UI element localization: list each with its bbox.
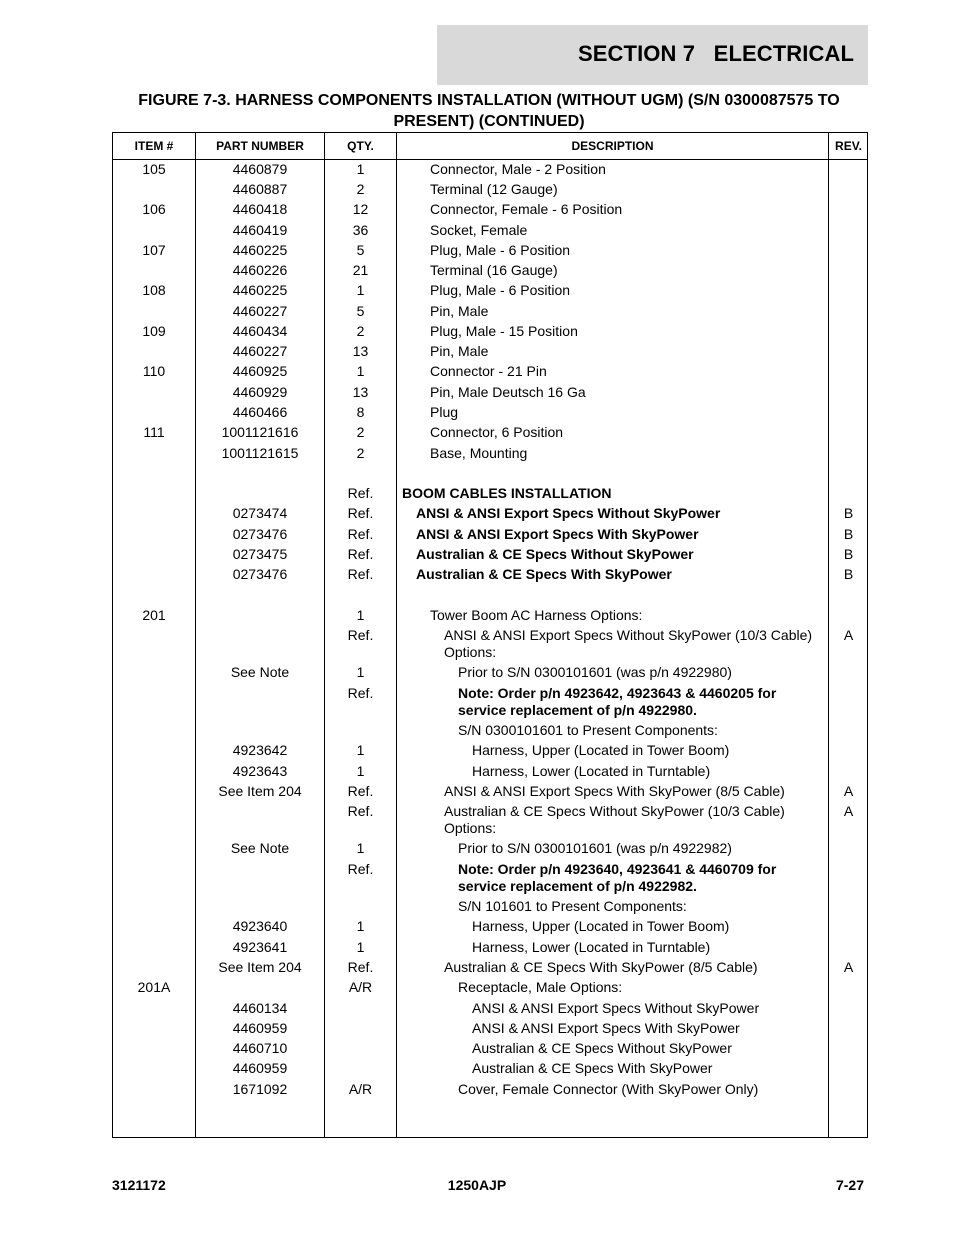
cell-part-number: See Item 204 — [218, 959, 302, 975]
figure-title: FIGURE 7-3. HARNESS COMPONENTS INSTALLATION (WITHOUT UGM) (S/N 0300087575 TO PRESENT) (CONTINUED) — [138, 92, 840, 130]
cell-description: Cover, Female Connector (With SkyPower Only) — [458, 1081, 759, 1097]
cell-qty: 1 — [356, 918, 365, 934]
cell-qty: 1 — [356, 939, 365, 955]
cell-qty: Ref. — [347, 685, 374, 701]
cell-item: 109 — [142, 323, 166, 339]
cell-description: Connector, Female - 6 Position — [430, 201, 623, 217]
cell-description: Harness, Upper (Located in Tower Boom) — [472, 742, 730, 758]
cell-qty: 1 — [356, 363, 365, 379]
cell-description: Plug, Male - 6 Position — [430, 242, 571, 258]
cell-rev: B — [843, 566, 854, 582]
cell-part-number: 4460959 — [232, 1060, 288, 1076]
cell-part-number: 1001121615 — [221, 445, 299, 461]
cell-rev: B — [843, 526, 854, 542]
cell-description: ANSI & ANSI Export Specs Without SkyPower — [416, 505, 721, 521]
cell-qty: 1 — [356, 840, 365, 856]
cell-part-number: 1671092 — [232, 1081, 288, 1097]
cell-qty: 5 — [356, 303, 365, 319]
cell-description: S/N 101601 to Present Components: — [458, 898, 687, 914]
cell-part-number: See Note — [230, 840, 290, 856]
cell-description: Australian & CE Specs Without SkyPower (10/3 Cable) Options: — [444, 803, 785, 836]
cell-part-number: 0273475 — [232, 546, 288, 562]
header-rev: REV. — [835, 139, 862, 153]
cell-description: Connector, 6 Position — [430, 424, 564, 440]
cell-qty: 1 — [356, 161, 365, 177]
cell-part-number: 4460959 — [232, 1020, 288, 1036]
cell-part-number: 4460887 — [232, 181, 288, 197]
cell-description: Plug, Male - 6 Position — [430, 282, 571, 298]
cell-description: Harness, Upper (Located in Tower Boom) — [472, 918, 730, 934]
cell-description: Terminal (12 Gauge) — [430, 181, 558, 197]
cell-qty: 21 — [352, 262, 369, 278]
cell-part-number: 4460226 — [232, 262, 288, 278]
cell-qty: Ref. — [347, 505, 374, 521]
cell-description: Base, Mounting — [430, 445, 528, 461]
cell-qty: 8 — [356, 404, 365, 420]
cell-description: Harness, Lower (Located in Turntable) — [472, 763, 711, 779]
footer-page-number: 7-27 — [835, 1177, 864, 1193]
cell-description: Receptacle, Male Options: — [458, 979, 623, 995]
cell-description: BOOM CABLES INSTALLATION — [402, 485, 612, 501]
cell-item: 201A — [137, 979, 171, 995]
cell-description: Harness, Lower (Located in Turntable) — [472, 939, 711, 955]
cell-part-number: 4923641 — [232, 939, 288, 955]
cell-description: Prior to S/N 0300101601 (was p/n 4922982) — [458, 840, 732, 856]
cell-qty: 13 — [352, 384, 369, 400]
cell-qty: Ref. — [347, 861, 374, 877]
cell-item: 201 — [142, 607, 166, 623]
cell-item: 111 — [143, 424, 165, 440]
cell-qty: 2 — [356, 323, 365, 339]
cell-description: Australian & CE Specs With SkyPower — [472, 1060, 713, 1076]
cell-description: S/N 0300101601 to Present Components: — [458, 722, 718, 738]
cell-part-number: 4460434 — [232, 323, 288, 339]
cell-part-number: 1001121616 — [221, 424, 299, 440]
cell-qty: 1 — [356, 607, 365, 623]
cell-description: ANSI & ANSI Export Specs With SkyPower (8/5 Cable) — [444, 783, 785, 799]
cell-description: Connector, Male - 2 Position — [430, 161, 606, 177]
cell-rev: A — [843, 783, 854, 799]
cell-description: ANSI & ANSI Export Specs Without SkyPower — [472, 1000, 760, 1016]
column-divider — [396, 133, 397, 1137]
footer-model: 1250AJP — [447, 1177, 507, 1193]
cell-description: Pin, Male Deutsch 16 Ga — [430, 384, 586, 400]
cell-rev: B — [843, 546, 854, 562]
cell-description: Plug, Male - 15 Position — [430, 323, 578, 339]
header-item: ITEM # — [134, 139, 174, 153]
cell-part-number: 4460710 — [232, 1040, 288, 1056]
cell-part-number: 4460466 — [232, 404, 288, 420]
cell-description: Pin, Male — [430, 303, 489, 319]
cell-part-number: See Note — [230, 664, 290, 680]
cell-description: Australian & CE Specs With SkyPower (8/5 Cable) — [444, 959, 758, 975]
header-part-number: PART NUMBER — [216, 139, 304, 153]
header-divider — [113, 159, 867, 160]
section-title: SECTION 7 ELECTRICAL — [578, 41, 854, 66]
cell-qty: 1 — [356, 282, 365, 298]
cell-qty: 36 — [352, 222, 369, 238]
cell-description: Prior to S/N 0300101601 (was p/n 4922980) — [458, 664, 732, 680]
cell-part-number: 0273474 — [232, 505, 288, 521]
cell-qty: Ref. — [347, 566, 374, 582]
cell-description: ANSI & ANSI Export Specs Without SkyPower (10/3 Cable) Options: — [444, 627, 813, 660]
cell-item: 108 — [142, 282, 166, 298]
cell-part-number: 4460418 — [232, 201, 288, 217]
cell-description: Tower Boom AC Harness Options: — [430, 607, 643, 623]
cell-description: Note: Order p/n 4923642, 4923643 & 4460205 for service replacement of p/n 4922980. — [458, 685, 777, 718]
cell-part-number: 4460134 — [232, 1000, 288, 1016]
section-header-band — [437, 25, 868, 85]
cell-rev: B — [843, 505, 854, 521]
cell-part-number: 0273476 — [232, 566, 288, 582]
cell-qty: Ref. — [347, 803, 374, 819]
cell-description: Australian & CE Specs Without SkyPower — [472, 1040, 732, 1056]
cell-qty: Ref. — [347, 546, 374, 562]
cell-rev: A — [843, 803, 854, 819]
cell-part-number: 4460227 — [232, 343, 288, 359]
cell-rev: A — [843, 627, 854, 643]
cell-description: ANSI & ANSI Export Specs With SkyPower — [472, 1020, 740, 1036]
cell-item: 105 — [142, 161, 166, 177]
cell-qty: 2 — [356, 181, 365, 197]
cell-part-number: 4460929 — [232, 384, 288, 400]
cell-item: 110 — [142, 363, 166, 379]
cell-qty: Ref. — [347, 526, 374, 542]
cell-qty: 5 — [356, 242, 365, 258]
cell-qty: A/R — [348, 979, 373, 995]
cell-qty: 1 — [356, 763, 365, 779]
footer-doc-number: 3121172 — [112, 1177, 166, 1193]
cell-part-number: 4460879 — [232, 161, 288, 177]
cell-item: 106 — [142, 201, 166, 217]
cell-qty: 12 — [352, 201, 369, 217]
header-qty: QTY. — [347, 139, 374, 153]
cell-description: Socket, Female — [430, 222, 528, 238]
cell-part-number: 4460225 — [232, 282, 288, 298]
cell-part-number: 4460227 — [232, 303, 288, 319]
cell-rev: A — [843, 959, 854, 975]
cell-qty: 1 — [356, 742, 365, 758]
cell-qty: 2 — [356, 424, 365, 440]
cell-qty: Ref. — [347, 959, 374, 975]
cell-description: ANSI & ANSI Export Specs With SkyPower — [416, 526, 699, 542]
cell-part-number: 0273476 — [232, 526, 288, 542]
header-description: DESCRIPTION — [571, 139, 654, 153]
cell-part-number: 4460925 — [232, 363, 288, 379]
cell-description: Australian & CE Specs With SkyPower — [416, 566, 672, 582]
cell-part-number: 4923640 — [232, 918, 288, 934]
cell-description: Connector - 21 Pin — [430, 363, 547, 379]
parts-table — [112, 132, 868, 1138]
cell-part-number: 4460419 — [232, 222, 288, 238]
cell-part-number: 4460225 — [232, 242, 288, 258]
cell-qty: Ref. — [347, 485, 374, 501]
cell-qty: 13 — [352, 343, 369, 359]
cell-qty: 1 — [356, 664, 365, 680]
cell-qty: 2 — [356, 445, 365, 461]
cell-description: Plug — [430, 404, 459, 420]
cell-description: Pin, Male — [430, 343, 489, 359]
cell-part-number: See Item 204 — [218, 783, 302, 799]
cell-description: Terminal (16 Gauge) — [430, 262, 558, 278]
cell-qty: A/R — [348, 1081, 373, 1097]
cell-part-number: 4923642 — [232, 742, 288, 758]
cell-part-number: 4923643 — [232, 763, 288, 779]
cell-description: Note: Order p/n 4923640, 4923641 & 4460709 for service replacement of p/n 4922982. — [458, 861, 777, 894]
cell-qty: Ref. — [347, 783, 374, 799]
cell-qty: Ref. — [347, 627, 374, 643]
cell-description: Australian & CE Specs Without SkyPower — [416, 546, 694, 562]
cell-item: 107 — [142, 242, 166, 258]
